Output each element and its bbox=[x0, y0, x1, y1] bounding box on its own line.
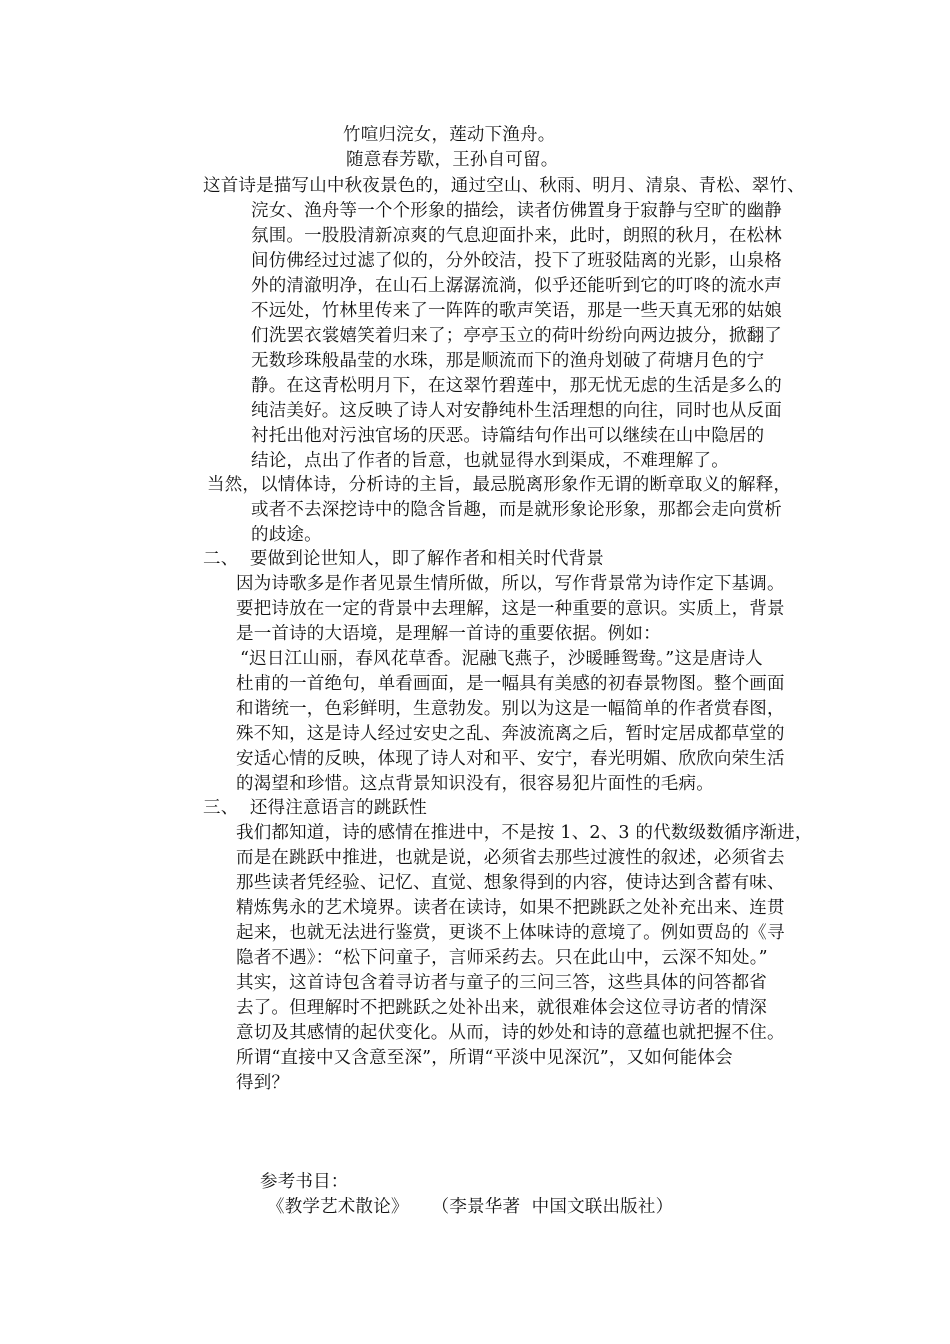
paragraph-line: 意切及其感情的起伏变化。从而，诗的妙处和诗的意蕴也就把握不住。 bbox=[236, 1023, 785, 1043]
paragraph-line: 的歧途。 bbox=[251, 525, 322, 545]
paragraph-line: 静。在这青松明月下，在这翠竹碧莲中，那无忧无虑的生活是多么的 bbox=[251, 376, 782, 396]
paragraph-line: 其实，这首诗包含着寻访者与童子的三问三答，这些具体的问答都省 bbox=[236, 973, 767, 993]
paragraph-line: 而是在跳跃中推进，也就是说，必须省去那些过渡性的叙述，必须省去 bbox=[236, 848, 785, 868]
paragraph-line: 浣女、渔舟等一个个形象的描绘，读者仿佛置身于寂静与空旷的幽静 bbox=[251, 201, 782, 221]
paragraph-line: 氛围。一股股清新凉爽的气息迎面扑来，此时，朗照的秋月，在松林 bbox=[251, 226, 782, 246]
paragraph-line: 们洗罢衣裳嬉笑着归来了；亭亭玉立的荷叶纷纷向两边披分，掀翻了 bbox=[251, 326, 782, 346]
paragraph-line: 当然，以情体诗，分析诗的主旨，最忌脱离形象作无谓的断章取义的解释， bbox=[207, 475, 792, 495]
section-heading-3: 三、 还得注意语言的跳跃性 bbox=[203, 798, 427, 818]
paragraph-line: 衬托出他对污浊官场的厌恶。诗篇结句作出可以继续在山中隐居的 bbox=[251, 426, 765, 446]
paragraph-line: 纯洁美好。这反映了诗人对安静纯朴生活理想的向往，同时也从反面 bbox=[251, 401, 782, 421]
paragraph-line: 去了。但理解时不把跳跃之处补出来，就很难体会这位寻访者的情深 bbox=[236, 998, 767, 1018]
paragraph-line: 因为诗歌多是作者见景生情所做，所以，写作背景常为诗作定下基调。 bbox=[236, 574, 785, 594]
paragraph-line: 我们都知道，诗的感情在推进中，不是按 1、2、3 的代数级数循序渐进， bbox=[236, 823, 813, 843]
paragraph-line: 结论，点出了作者的旨意，也就显得水到渠成，不难理解了。 bbox=[251, 451, 729, 471]
paragraph-line: 所谓“直接中又含意至深”，所谓“平淡中见深沉”，又如何能体会 bbox=[236, 1048, 733, 1068]
paragraph-line: 或者不去深挖诗中的隐含旨趣，而是就形象论形象，那都会走向赏析 bbox=[251, 500, 782, 520]
references-title: 参考书目： bbox=[260, 1172, 349, 1192]
paragraph-line: 隐者不遇》：“松下问童子，言师采药去。只在此山中，云深不知处。” bbox=[236, 948, 768, 968]
reference-item: 《教学艺术散论》 （李景华著 中国文联出版社） bbox=[267, 1197, 674, 1217]
paragraph-line: 要把诗放在一定的背景中去理解，这是一种重要的意识。实质上，背景 bbox=[236, 599, 785, 619]
paragraph-line: 这首诗是描写山中秋夜景色的，通过空山、秋雨、明月、清泉、青松、翠竹、 bbox=[203, 176, 805, 196]
poem-line-1: 竹喧归浣女，莲动下渔舟。 bbox=[343, 125, 556, 145]
paragraph-line: “迟日江山丽，春风花草香。泥融飞燕子，沙暖睡鸳鸯。”这是唐诗人 bbox=[240, 649, 763, 669]
paragraph-line: 杜甫的一首绝句，单看画面，是一幅具有美感的初春景物图。整个画面 bbox=[236, 674, 785, 694]
poem-line-2: 随意春芳歇，王孙自可留。 bbox=[346, 150, 559, 170]
paragraph-line: 安适心情的反映，体现了诗人对和平、安宁，春光明媚、欣欣向荣生活 bbox=[236, 749, 785, 769]
paragraph-line: 外的清澈明净，在山石上潺潺流淌，似乎还能听到它的叮咚的流水声 bbox=[251, 276, 782, 296]
paragraph-line: 起来，也就无法进行鉴赏，更谈不上体味诗的意境了。例如贾岛的《寻 bbox=[236, 923, 785, 943]
section-heading-2: 二、 要做到论世知人，即了解作者和相关时代背景 bbox=[203, 549, 604, 569]
paragraph-line: 殊不知，这是诗人经过安史之乱、奔波流离之后，暂时定居成都草堂的 bbox=[236, 724, 785, 744]
paragraph-line: 得到？ bbox=[236, 1073, 290, 1093]
paragraph-line: 是一首诗的大语境，是理解一首诗的重要依据。例如： bbox=[236, 624, 661, 644]
paragraph-line: 的渴望和珍惜。这点背景知识没有，很容易犯片面性的毛病。 bbox=[236, 774, 714, 794]
paragraph-line: 不远处，竹林里传来了一阵阵的歌声笑语，那是一些天真无邪的姑娘 bbox=[251, 301, 782, 321]
paragraph-line: 间仿佛经过过滤了似的，分外皎洁，投下了班驳陆离的光影，山泉格 bbox=[251, 251, 782, 271]
paragraph-line: 那些读者凭经验、记忆、直觉、想象得到的内容，使诗达到含蓄有味、 bbox=[236, 873, 785, 893]
paragraph-line: 精炼隽永的艺术境界。读者在读诗，如果不把跳跃之处补充出来、连贯 bbox=[236, 898, 785, 918]
paragraph-line: 和谐统一，色彩鲜明，生意勃发。别以为这是一幅简单的作者赏春图， bbox=[236, 699, 785, 719]
paragraph-line: 无数珍珠般晶莹的水珠，那是顺流而下的渔舟划破了荷塘月色的宁 bbox=[251, 351, 765, 371]
